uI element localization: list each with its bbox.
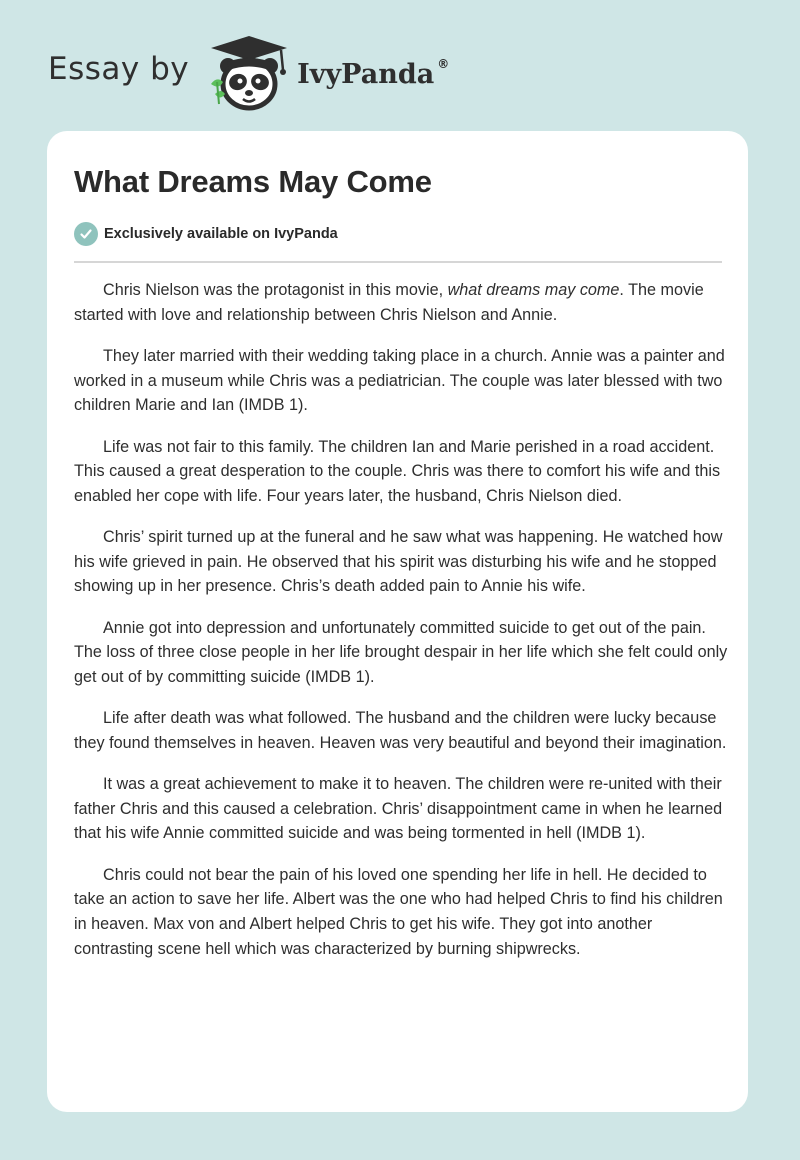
paragraph-text: Life after death was what followed. The husband and the children were lucky because they found themselves in heaven. Heaven was very beautiful and beyond their imagination. — [74, 709, 727, 752]
paragraph — [74, 616, 729, 690]
exclusive-label: Exclusively available on IvyPanda — [104, 226, 338, 242]
paragraph — [74, 525, 729, 599]
paragraph — [74, 863, 729, 961]
essay-body — [74, 278, 729, 978]
site-header — [48, 32, 450, 112]
paragraph-text: Annie got into depression and unfortunately committed suicide to get out of the pain. The loss of three close people in her life brought despair in her life which she felt could only get out of by committing suicide (IMDB 1). — [74, 618, 728, 686]
paragraph-text: . The movie started with love and relationship between Chris Nielson and Annie. — [74, 281, 704, 324]
paragraph-text: Chris’ spirit turned up at the funeral and he saw what was happening. He watched how his wife grieved in pain. He observed that his spirit was disturbing his wife and he stopped showing up in her presence. Chris’s death added pain to Annie his wife. — [74, 528, 723, 596]
check-circle-icon — [74, 222, 98, 246]
paragraph — [74, 344, 729, 418]
paragraph-text: Chris could not bear the pain of his loved one spending her life in hell. He decided to take an action to save her life. Albert was the one who had helped Chris to find his children in heaven. Max von and Albert helped Chris to get his wife. They got into another contrasting scene hell which was characterized by burning shipwrecks. — [74, 865, 723, 958]
brand-name — [297, 56, 450, 90]
divider — [74, 261, 722, 263]
paragraph-text: Chris Nielson was the protagonist in this movie, — [103, 281, 448, 299]
paragraph — [74, 435, 729, 509]
paragraph-text: Life was not fair to this family. The children Ian and Marie perished in a road accident. This caused a great desperation to the couple. Chris was there to comfort his wife and this enabled her cope with life. Four years later, the husband, Chris Nielson died. — [74, 437, 721, 505]
paragraph — [74, 772, 729, 846]
paragraph-text: They later married with their wedding taking place in a church. Annie was a painter and worked in a museum while Chris was a pediatrician. The couple was later blessed with two children Marie and Ian (IMDB 1). — [74, 346, 725, 415]
panda-logo-icon[interactable] — [203, 32, 295, 112]
paragraph — [74, 706, 729, 755]
essay-by-label: Essay by — [48, 51, 190, 87]
exclusive-badge — [74, 222, 338, 246]
essay-title: What Dreams May Come — [74, 164, 432, 199]
paragraph-text: It was a great achievement to make it to heaven. The children were re-united with their father Chris and this caused a celebration. Chris’ disappointment came in when he learned that his wife Annie committed suicide and was being tormented in hell (IMDB 1). — [74, 775, 723, 843]
brand-text: IvyPanda — [297, 58, 435, 90]
movie-title-emphasis: what dreams may come — [447, 281, 620, 299]
paragraph — [74, 278, 729, 327]
essay-card — [47, 131, 748, 1112]
registered-mark: ® — [437, 56, 450, 71]
